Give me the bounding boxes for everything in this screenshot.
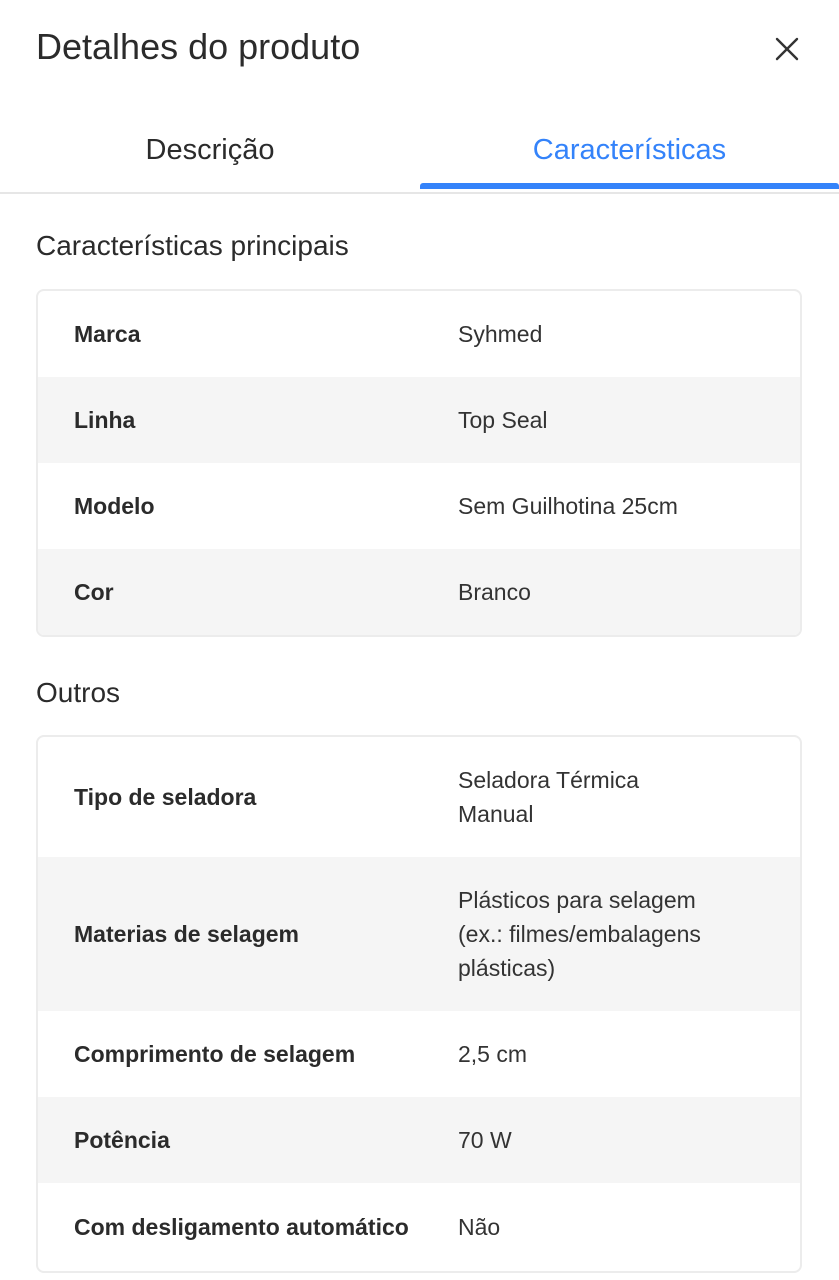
spec-value: Plásticos para selagem (ex.: filmes/embalagens plásticas) bbox=[458, 887, 701, 981]
table-row bbox=[38, 1097, 800, 1183]
spec-value: Sem Guilhotina 25cm bbox=[458, 493, 678, 519]
spec-value: 2,5 cm bbox=[458, 1041, 528, 1067]
spec-label: Modelo bbox=[74, 492, 155, 519]
active-tab-indicator bbox=[420, 183, 839, 189]
tab-caracteristicas[interactable]: Características bbox=[532, 133, 727, 166]
main-features-table bbox=[36, 289, 802, 637]
spec-value: Não bbox=[458, 1214, 501, 1240]
table-row bbox=[38, 463, 800, 549]
table-row bbox=[38, 549, 800, 635]
table-row bbox=[38, 377, 800, 463]
tab-bar bbox=[0, 110, 839, 194]
spec-label: Comprimento de selagem bbox=[74, 1040, 356, 1067]
table-row bbox=[38, 857, 800, 1011]
spec-value: 70 W bbox=[458, 1127, 512, 1153]
spec-value: Syhmed bbox=[458, 321, 543, 347]
spec-label: Potência bbox=[74, 1126, 170, 1153]
page-title: Detalhes do produto bbox=[36, 26, 361, 67]
spec-label: Materias de selagem bbox=[74, 920, 300, 947]
spec-value: Top Seal bbox=[458, 407, 548, 433]
table-row bbox=[38, 291, 800, 377]
spec-value: Seladora Térmica Manual bbox=[458, 767, 640, 827]
spec-label: Com desligamento automático bbox=[74, 1213, 409, 1240]
spec-label: Cor bbox=[74, 578, 114, 605]
section-title-others: Outros bbox=[36, 677, 121, 708]
spec-label: Marca bbox=[74, 320, 141, 347]
table-row bbox=[38, 737, 800, 857]
section-title-main-features: Características principais bbox=[36, 230, 349, 261]
table-row bbox=[38, 1011, 800, 1097]
spec-label: Linha bbox=[74, 406, 136, 433]
others-table bbox=[36, 735, 802, 1273]
close-icon bbox=[774, 36, 800, 62]
spec-value: Branco bbox=[458, 579, 531, 605]
close-button[interactable] bbox=[766, 28, 808, 70]
table-row bbox=[38, 1183, 800, 1271]
modal-header bbox=[0, 0, 839, 96]
spec-label: Tipo de seladora bbox=[74, 783, 257, 810]
tab-descricao[interactable]: Descrição bbox=[145, 133, 275, 166]
